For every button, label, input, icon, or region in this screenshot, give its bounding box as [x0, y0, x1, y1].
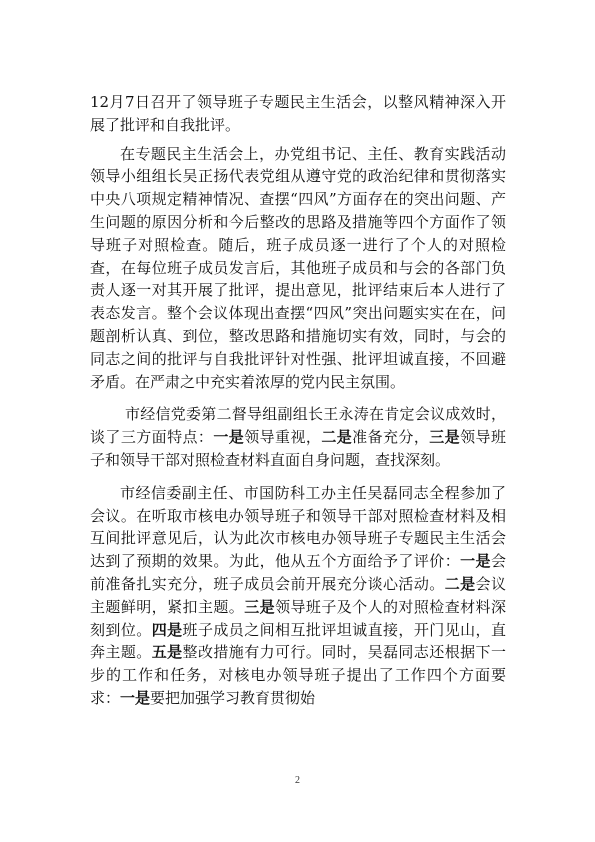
- bold-enumerator: 四是: [151, 620, 183, 639]
- text-segment: 领导班子和领导干部对照检查材料直面自身问题，查找深刻。: [90, 428, 506, 469]
- paragraph-meeting-summary: [90, 143, 506, 394]
- paragraph-supervisor-remarks: [90, 403, 506, 471]
- paragraph-director-evaluation: [90, 482, 506, 710]
- text-segment: 12月7日召开了领导班子专题民主生活会，以整风精神深入开展了批评和自我批评。: [90, 93, 506, 134]
- text-segment: 领导班子及个人的对照检查材料深刻到位。: [90, 597, 506, 639]
- paragraph-meeting-intro: [90, 91, 506, 137]
- text-segment: 领导重视，: [244, 428, 322, 447]
- text-segment: 班子成员之间相互批评坦诚直接，开门见山，直奔主题。: [90, 620, 506, 662]
- page-number: 2: [295, 775, 300, 786]
- bold-enumerator: 一是: [120, 688, 151, 707]
- document-body: [90, 91, 506, 710]
- text-segment: 要把加强学习教育贯彻始: [150, 688, 316, 707]
- text-segment: 在专题民主生活会上，办党组书记、主任、教育实践活动领导小组组长吴正扬代表党组从遵守党的政治纪律和贯彻落实中央八项规定精神情况、查摆“四风”方面存在的突出问题、产生问题的原因分析和今后整改的思路及措施等四个方面作了领导班子对照检查。随后，班子成员逐一进行了个人的对照检查，在每位班子成员发言后，其他班子成员和与会的各部门负责人逐一对其开展了批评，提出意见，批评结束后本人进行了表态发言。整个会议体现出查摆“四风”突出问题实实在在，问题剖析认真、到位，整改思路和措施切实有效，同时，与会的同志之间的批评与自我批评针对性强、批评坦诚直接，不回避矛盾。在严肃之中充实着浓厚的党内民主氛围。: [90, 144, 506, 391]
- text-segment: 准备充分，: [352, 428, 430, 447]
- bold-enumerator: 二是: [444, 574, 476, 593]
- text-segment: 市经信党委第二督导组副组长王永涛在肯定会议成效时，谈了三方面特点：: [90, 405, 506, 447]
- text-segment: 会议主题鲜明，紧扣主题。: [90, 574, 506, 616]
- bold-enumerator: 二是: [321, 428, 353, 447]
- bold-enumerator: 一是: [213, 428, 245, 447]
- text-segment: 市经信委副主任、市国防科工办主任吴磊同志全程参加了会议。在听取市核电办领导班子和领导干部对照检查材料及相互间批评意见后，认为此次市核电办领导班子专题民主生活会达到了预期的效果。为此，他从五个方面给予了评价：: [90, 483, 506, 571]
- bold-enumerator: 一是: [460, 552, 491, 571]
- bold-enumerator: 五是: [151, 643, 183, 662]
- text-segment: 整改措施有力可行。同时，吴磊同志还根据下一步的工作和任务，对核电办领导班子提出了工作四个方面要求：: [90, 643, 506, 707]
- bold-enumerator: 三是: [244, 597, 276, 616]
- text-segment: 会前准备扎实充分，班子成员会前开展充分谈心活动。: [90, 552, 506, 593]
- bold-enumerator: 三是: [429, 428, 461, 447]
